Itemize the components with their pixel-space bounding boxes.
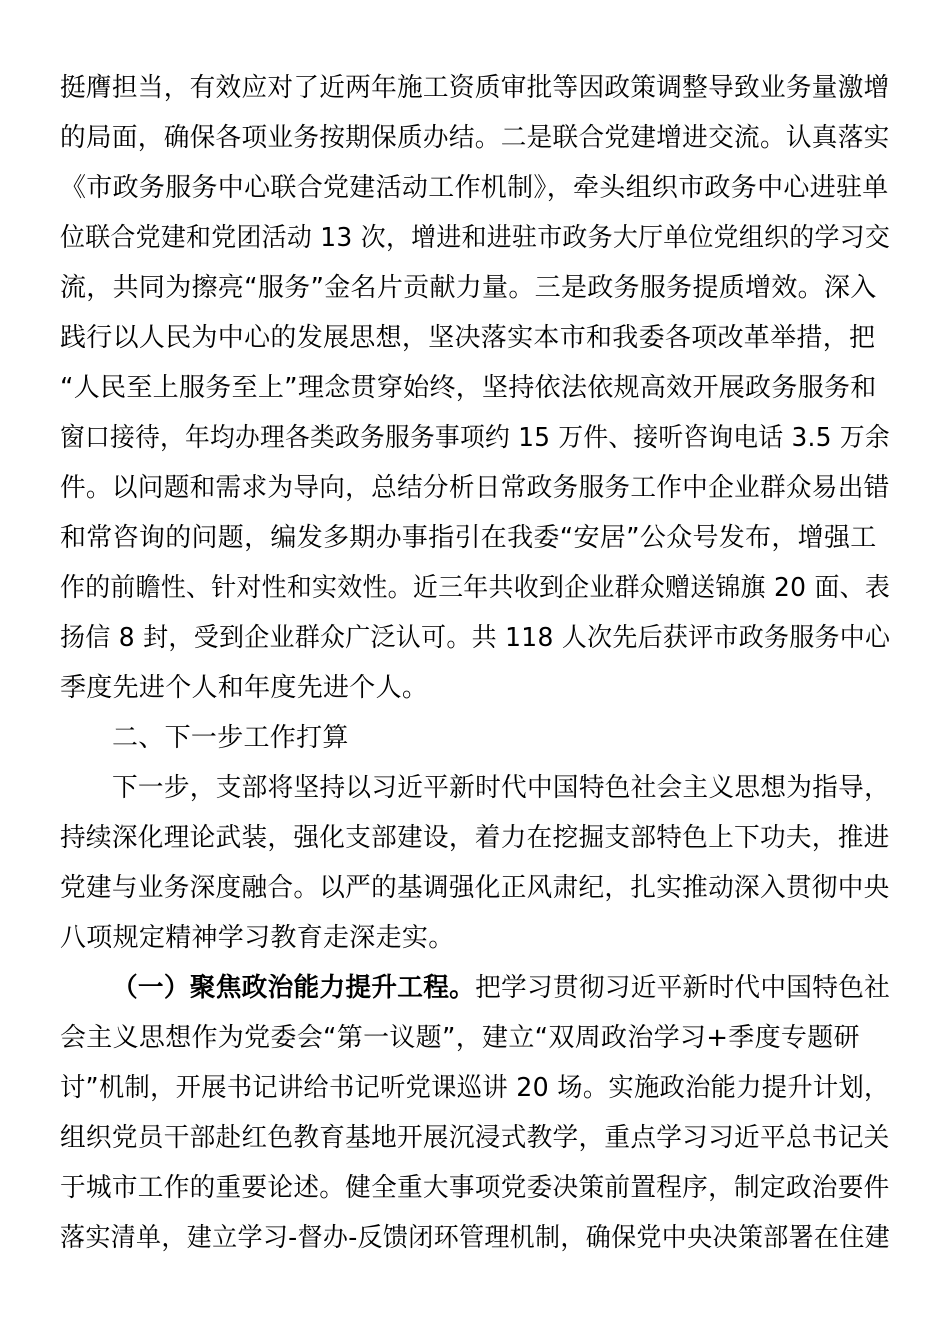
body-text-line: 作的前瞻性、针对性和实效性。近三年共收到企业群众赠送锦旗 20 面、表 [60, 573, 891, 603]
body-text-line: 和常咨询的问题，编发多期办事指引在我委“安居”公众号发布，增强工 [60, 523, 877, 553]
body-text-line: 季度先进个人和年度先进个人。 [60, 673, 429, 703]
body-text-line: 讨”机制，开展书记讲给书记听党课巡讲 20 场。实施政治能力提升计划， [60, 1073, 890, 1103]
body-text-line: 党建与业务深度融合。以严的基调强化正风肃纪，扎实推动深入贯彻中央 [60, 873, 890, 903]
body-text-line: 扬信 8 封，受到企业群众广泛认可。共 118 人次先后获评市政务服务中心 [60, 623, 891, 653]
body-text-line: 下一步，支部将坚持以习近平新时代中国特色社会主义思想为指导， [112, 773, 891, 803]
subsection-first-line [112, 971, 890, 1005]
body-text-line: 的局面，确保各项业务按期保质办结。二是联合党建增进交流。认真落实 [60, 123, 890, 153]
body-text-line: 持续深化理论武装，强化支部建设，着力在挖掘支部特色上下功夫，推进 [60, 823, 890, 853]
body-text-line: 会主义思想作为党委会“第一议题”，建立“双周政治学习+季度专题研 [60, 1023, 860, 1053]
body-text-line: 组织党员干部赴红色教育基地开展沉浸式教学，重点学习习近平总书记关 [60, 1123, 890, 1153]
body-text-line: 《市政务服务中心联合党建活动工作机制》，牵头组织市政务中心进驻单 [60, 173, 889, 203]
body-text-line: 流，共同为擦亮“服务”金名片贡献力量。三是政务服务提质增效。深入 [60, 273, 877, 303]
section-heading: 二、下一步工作打算 [112, 723, 349, 753]
body-text-line: 落实清单，建立学习-督办-反馈闭环管理机制，确保党中央决策部署在住建 [60, 1223, 890, 1253]
subsection-heading: （一）聚焦政治能力提升工程。 [112, 973, 476, 1003]
body-text-line: 八项规定精神学习教育走深走实。 [60, 923, 455, 953]
body-text-line: 践行以人民为中心的发展思想，坚决落实本市和我委各项改革举措，把 [60, 323, 876, 353]
body-text-line: “人民至上服务至上”理念贯穿始终，坚持依法依规高效开展政务服务和 [60, 373, 877, 403]
body-text-inline: 把学习贯彻习近平新时代中国特色社 [475, 973, 891, 1003]
body-text-line: 挺膺担当，有效应对了近两年施工资质审批等因政策调整导致业务量激增 [60, 73, 890, 103]
body-text-line: 窗口接待，年均办理各类政务服务事项约 15 万件、接听咨询电话 3.5 万余 [60, 423, 890, 453]
body-text-line: 位联合党建和党团活动 13 次，增进和进驻市政务大厅单位党组织的学习交 [60, 223, 891, 253]
body-text-line: 于城市工作的重要论述。健全重大事项党委决策前置程序，制定政治要件 [60, 1173, 890, 1203]
body-text-line: 件。以问题和需求为导向，总结分析日常政务服务工作中企业群众易出错 [60, 473, 890, 503]
